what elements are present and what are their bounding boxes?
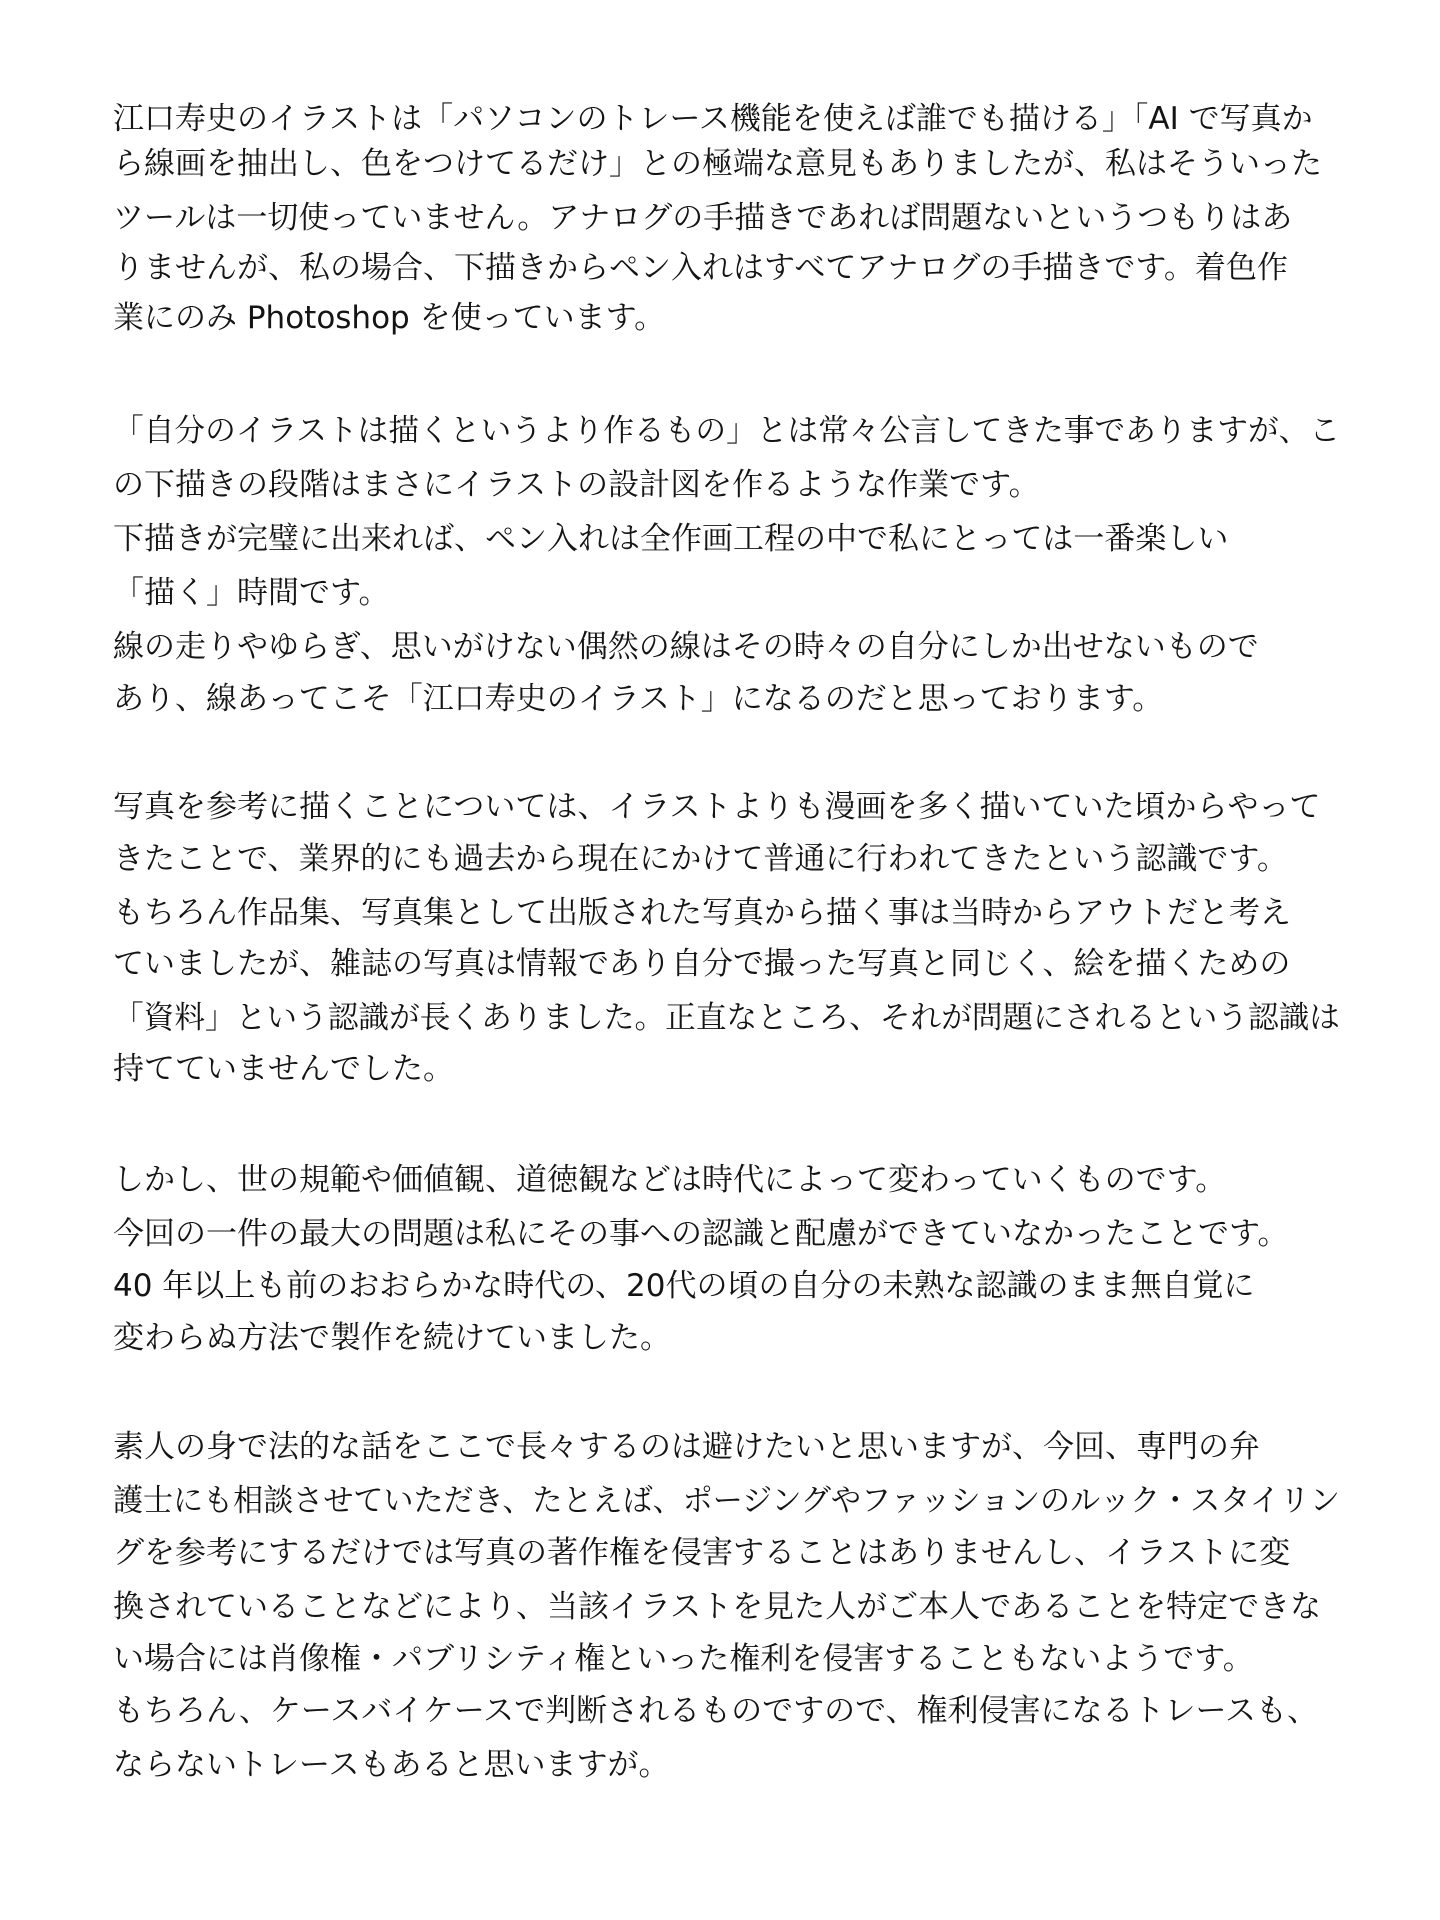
text-line: 40 年以上も前のおおらかな時代の、20代の頃の自分の未熟な認識のまま無自覚に (113, 1268, 1255, 1304)
text-line: 「描く」時間です。 (113, 575, 390, 611)
text-line: ならないトレースもあると思いますが。 (113, 1747, 670, 1783)
text-line: 線の走りやゆらぎ、思いがけない偶然の線はその時々の自分にしか出せないもので (113, 629, 1259, 665)
text-line: 素人の身で法的な話をここで長々するのは避けたいと思いますが、今回、専門の弁 (113, 1429, 1260, 1465)
text-line: の下描きの段階はまさにイラストの設計図を作るような作業です。 (113, 467, 1040, 503)
text-line: ら線画を抽出し、色をつけてるだけ」との極端な意見もありましたが、私はそういった (113, 146, 1322, 182)
text-line: グを参考にするだけでは写真の著作権を侵害することはありませんし、イラストに変 (113, 1535, 1291, 1571)
text-line: 「自分のイラストは描くというより作るもの」とは常々公言してきた事でありますが、こ (113, 413, 1341, 449)
text-line: もちろん作品集、写真集として出版された写真から描く事は当時からアウトだと考え (113, 895, 1291, 931)
text-line: 業にのみ Photoshop を使っています。 (113, 300, 666, 336)
text-line: 江口寿史のイラストは「パソコンのトレース機能を使えば誰でも描ける」「AI で写真か (113, 101, 1313, 137)
text-line: 下描きが完璧に出来れば、ペン入れは全作画工程の中で私にとっては一番楽しい (113, 521, 1229, 557)
text-line: あり、線あってこそ「江口寿史のイラスト」になるのだと思っております。 (113, 681, 1164, 717)
text-line: もちろん、ケースバイケースで判断されるものですので、権利侵害になるトレースも、 (113, 1693, 1318, 1729)
text-line: 変わらぬ方法で製作を続けていました。 (113, 1320, 671, 1356)
text-line: 写真を参考に描くことについては、イラストよりも漫画を多く描いていた頃からやって (113, 789, 1321, 825)
text-line: 「資料」という認識が長くありました。正直なところ、それが問題にされるという認識は (113, 1000, 1340, 1036)
text-line: しかし、世の規範や価値観、道徳観などは時代によって変わっていくものです。 (113, 1162, 1227, 1198)
text-line: い場合には肖像権・パブリシティ権といった権利を侵害することもないようです。 (113, 1641, 1254, 1677)
text-line: 換されていることなどにより、当該イラストを見た人がご本人であることを特定できな (113, 1589, 1322, 1625)
text-line: 今回の一件の最大の問題は私にその事への認識と配慮ができていなかったことです。 (113, 1216, 1289, 1252)
text-line: ていましたが、雑誌の写真は情報であり自分で撮った写真と同じく、絵を描くための (113, 946, 1291, 982)
text-line: りませんが、私の場合、下描きからペン入れはすべてアナログの手描きです。着色作 (113, 250, 1288, 286)
text-line: きたことで、業界的にも過去から現在にかけて普通に行われてきたという認識です。 (113, 841, 1288, 877)
text-line: 持てていませんでした。 (113, 1051, 454, 1087)
text-line: 護士にも相談させていただき、たとえば、ポージングやファッションのルック・スタイリン (113, 1483, 1340, 1519)
text-line: ツールは一切使っていません。アナログの手描きであれば問題ないというつもりはあ (113, 200, 1293, 236)
